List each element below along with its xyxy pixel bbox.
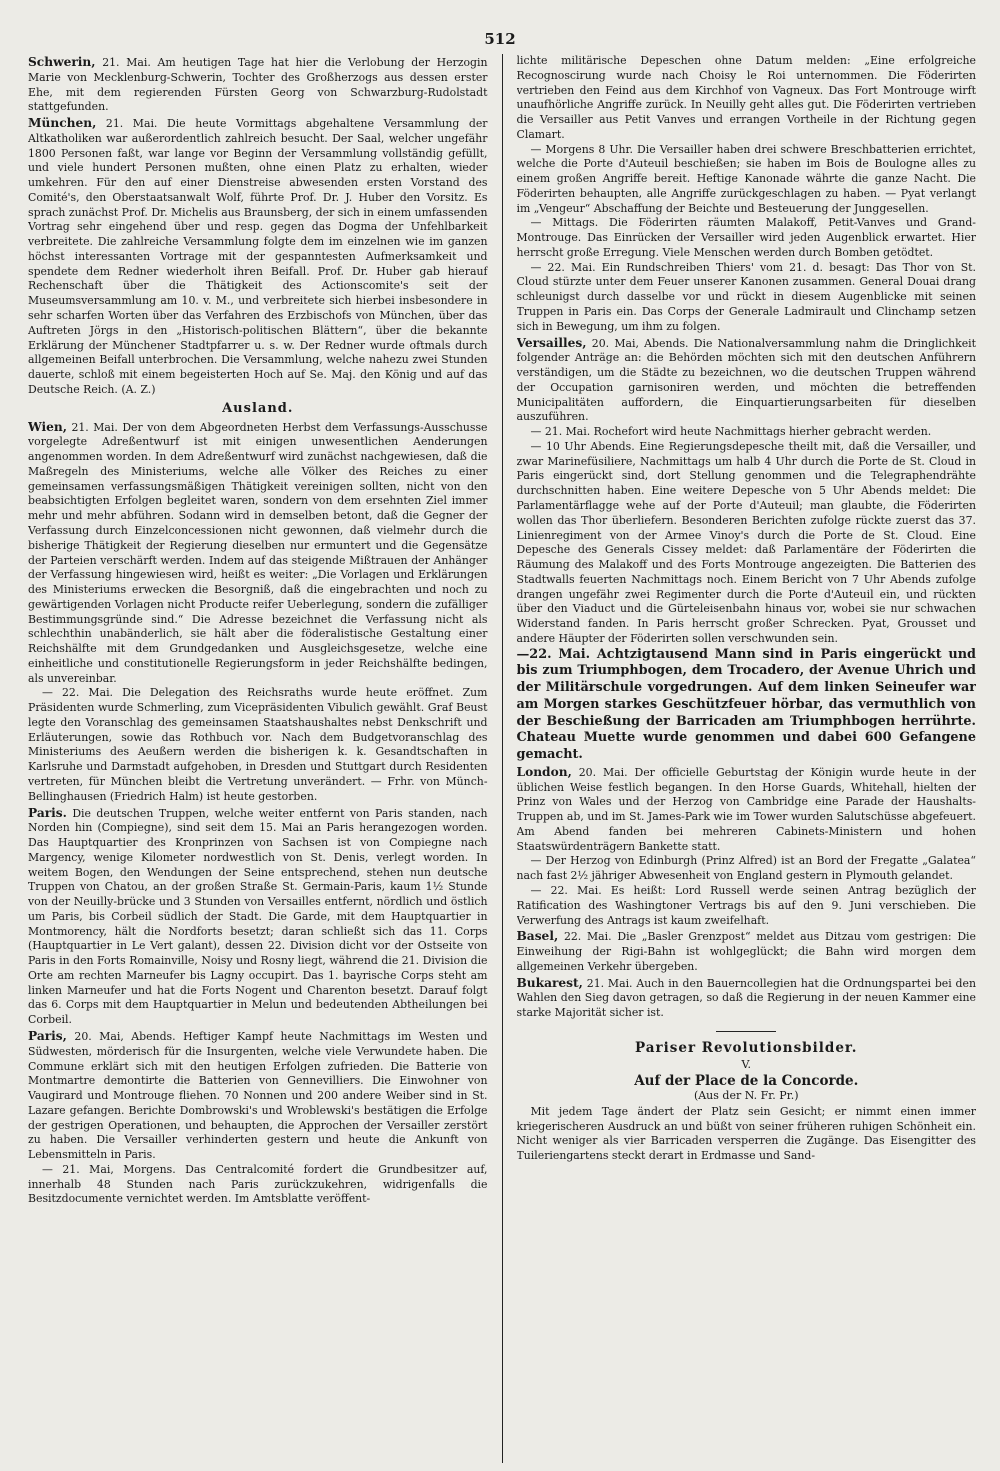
section-divider — [716, 1031, 776, 1032]
column-rule — [502, 54, 503, 1463]
article-text: — Morgens 8 Uhr. Die Versailler haben drei schwere Breschbatterien errichtet, welche die Porte d'Auteuil beschießen; sie haben im Bois de Boulogne alles zu einem großen Angriffe bereit. Heftige Kanonade währte die ganze Nacht. Die Föderirten behaupten, alle Angriffe zurückgeschlagen zu haben. — Pyat verlangt im „Vengeur“ Abschaffung der Beichte und Besteuerung der Junggesellen. — [516, 142, 976, 215]
section-heading-ausland: Ausland. — [222, 400, 294, 416]
article-basel — [517, 928, 977, 974]
right-column — [517, 54, 977, 1463]
article-text: — Mittags. Die Föderirten räumten Malakoff, Petit-Vanves und Grand-Montrouge. Das Einrücken der Versailler wird jeden Augenblick erwartet. Hier herrscht große Erregung. Viele Menschen werden durch Bomben getödtet. — [516, 216, 976, 259]
article-text: 21. Mai. Am heutigen Tage hat hier die Verlobung der Herzogin Marie von Mecklenburg-Schwerin, Tochter des Großherzogs aus dessen erster Ehe, mit dem regierenden Fürsten Georg von Schwarzburg-Rudolstadt stattgefunden. — [28, 56, 488, 114]
article-rochefort — [517, 425, 977, 440]
article-text: 20. Mai, Abends. Heftiger Kampf heute Nachmittags im Westen und Südwesten, mörderisch für die Insurgenten, welche viele Verwundete haben. Die Commune erklärt sich mit den heutigen Erfolgen zufrieden. Die Batterie von Montmartre demontirte die Batterien von Gennevilliers. Die Einwohner von Vaugirard und Montrouge fliehen. 70 Nonnen und 200 andere Weiber sind in St. Lazare gefangen. Berichte Dombrowski's und Wroblewski's bestätigen die Erfolge der gestrigen Operationen, und behaupten, die Approchen der Versailler zerstört zu haben. Die Versailler verhinderten gestern und heute die Ankunft von Lebensmitteln in Paris. — [28, 1030, 488, 1162]
article-schwerin — [28, 54, 488, 115]
columns — [28, 54, 976, 1463]
article-text: — 21. Mai, Morgens. Das Centralcomité fordert die Grundbesitzer auf, innerhalb 48 Stunden nach Paris zurückzukehren, widrigenfalls die Besitzdocumente vernichtet werden. Im Amtsblatte veröffent- — [28, 1162, 488, 1206]
article-paris-8am — [517, 143, 977, 217]
dateline: Schwerin, — [28, 55, 96, 69]
article-text: — 22. Mai. Ein Rundschreiben Thiers' vom 21. d. besagt: Das Thor von St. Cloud stürzte unter dem Feuer unserer Kanonen zusammen. General Douai drang schleunigst durch dasselbe vor und rückt in diesem Augenblicke mit seinen Truppen in Paris ein. Das Corps der Generale Ladmirault und Clinchamp setzen sich in Bewegung, um ihm zu folgen. — [516, 260, 976, 333]
dateline: London, — [516, 764, 572, 779]
article-text: 22. Mai. Die „Basler Grenzpost“ meldet aus Ditzau vom gestrigen: Die Einweihung der Rigi-Bahn ist wohlgeglückt; die Bahn wird morgen dem allgemeinen Verkehr übergeben. — [516, 930, 976, 973]
article-london — [517, 764, 977, 855]
article-wien — [28, 419, 488, 687]
article-paris-troops — [28, 805, 488, 1028]
bold-bulletin: —22. Mai. Achtzigtausend Mann sind in Paris eingerückt und bis zum Triumphbogen, dem Trocadero, der Avenue Uhrich und der Militärschule vorgedrungen. Auf dem linken Seineufer war am Morgen starkes Geschützfeuer hörbar, das vermuthlich von der Beschießung der Barricaden am Triumphbogen herrührte. Chateau Muette wurde genommen und dabei 600 Gefangene gemacht. — [516, 646, 976, 763]
article-paris-continued — [517, 54, 977, 143]
article-paris-noon — [517, 216, 977, 260]
left-column — [28, 54, 488, 1463]
article-russell — [517, 884, 977, 928]
dateline: Paris. — [28, 805, 67, 820]
article-versailles — [517, 335, 977, 426]
feuilleton-text: Mit jedem Tage ändert der Platz sein Gesicht; er nimmt einen immer kriegerischeren Ausdruck an und büßt von seiner früheren ruhigen Schönheit ein. Nicht weniger als vier Barricaden versperren die Zugänge. Das Eisengitter des Tuileriengartens steckt derart in Erdmasse und Sand- — [516, 1104, 976, 1163]
article-paris-morning — [28, 1163, 488, 1207]
article-text: 21. Mai. Die heute Vormittags abgehaltene Versammlung der Altkatholiken war außerordentlich zahlreich besucht. Der Saal, welcher ungefähr 1800 Personen faßt, war lange vor Beginn der Versammlung vollständig gefüllt, und viele hundert Personen mußten, ohne einen Platz zu erhalten, wieder umkehren. Für den auf einer Dienstreise abwesenden ersten Vorstand des Comité's, den Oberstaatsanwalt Wolf, führte Prof. Dr. J. Huber den Vorsitz. Es sprach zunächst Prof. Dr. Michelis aus Braunsberg, der sich in einem umfassenden Vortrag sehr eingehend über und resp. gegen das Dogma der Unfehlbarkeit verbreitete. Die zahlreiche Versammlung folgte dem im einzelnen wie im ganzen höchst interessanten Vortrage mit der gespanntesten Aufmerksamkeit und spendete dem Redner wiederholt ihren Beifall. Prof. Dr. Huber gab hierauf Rechenschaft über die Thätigkeit des Actionscomite's seit der Museumsversammlung am 10. v. M., und verbreitete sich hierbei insbesondere in sehr scharfen Worten über das Verfahren des Erzbischofs von München, über das Auftreten Jörgs in den „Historisch-politischen Blättern“, über die bekannte Erklärung der Münchener Stadtpfarrer u. s. w. Der Redner wurde oftmals durch allgemeinen Beifall unterbrochen. Die Versammlung, welche nahezu zwei Stunden dauerte, schloß mit einem begeisterten Hoch auf Se. Maj. den König und auf das Deutsche Reich. (A. Z.) — [28, 117, 488, 396]
dateline: Versailles, — [516, 335, 587, 350]
feuilleton-title: Auf der Place de la Concorde. — [634, 1072, 859, 1089]
article-text: 20. Mai, Abends. Die Nationalversammlung nahm die Dringlichkeit folgender Anträge an: die Behörden möchten sich mit den deutschen Anführern verständigen, um die Städte zu bezeichnen, wo die deutschen Truppen während der Occupation garnisoniren werden, und möchten die betreffenden Municipalitäten auffordern, die Einquartierungsarbeiten für dieselben auszuführen. — [516, 336, 976, 424]
dateline: Wien, — [28, 419, 67, 434]
article-bukarest — [517, 975, 977, 1021]
article-thiers-circular — [517, 261, 977, 335]
dateline: Bukarest, — [516, 975, 583, 990]
article-text: — 10 Uhr Abends. Eine Regierungsdepesche theilt mit, daß die Versailler, und zwar Marinefüsiliere, Nachmittags um halb 4 Uhr durch die Porte de St. Cloud in Paris eingerückt sind, dort Stellung genommen und die Telegraphendrähte durchschnitten haben. Eine weitere Depesche von 5 Uhr Abends meldet: Die Parlamentärflagge wehe auf der Porte d'Auteuil; man glaubte, die Föderirten wollen das Thor überliefern. Besonderen Berichten zufolge rückte zuerst das 37. Linienregiment von der Armee Vinoy's durch die Porte de St. Cloud. Eine Depesche des Generals Cissey meldet: daß Parlamentäre der Föderirten die Räumung des Malakoff und des Forts Montrouge angezeigten. Die Batterien des Stadtwalls feuerten Nachmittags noch. Einem Bericht von 7 Uhr Abends zufolge drangen ungefähr zwei Regimenter durch die Porte d'Auteuil ein, und rückten über den Viaduct und die Gürteleisenbahn hinaus vor, wobei sie nur schwachen Widerstand fanden. In Paris herrscht großer Schrecken. Pyat, Grousset und andere Häupter der Föderirten sollen verschwunden sein. — [516, 439, 976, 645]
article-text: 20. Mai. Der officielle Geburtstag der Königin wurde heute in der üblichen Weise festlich begangen. In den Horse Guards, Whitehall, hielten der Prinz von Wales und der Herzog von Cambridge eine Parade der Haushalts-Truppen ab, und im St. James-Park wie im Tower wurden Salutschüsse abgefeuert. Am Abend fanden bei mehreren Cabinets-Ministern und hohen Staatswürdenträgern Bankette statt. — [516, 765, 976, 853]
article-text: Die deutschen Truppen, welche weiter entfernt von Paris standen, nach Norden hin (Compiegne), sind seit dem 15. Mai an Paris herangezogen worden. Das Hauptquartier des Kronprinzen von Sachsen ist von Compiegne nach Margency, wenige Kilometer nordwestlich von St. Denis, verlegt worden. In weitem Bogen, den Wendungen der Seine entsprechend, stehen nun deutsche Truppen von Chatou, an der großen Straße St. Germain-Paris, kaum 1½ Stunde von der Neuilly-brücke und 3 Stunden von Versailles entfernt, nördlich und östlich um Paris, bis Corbeil südlich der Stadt. Die Garde, mit dem Hauptquartier in Montmorency, hält die Nordforts besetzt; daran schließt sich das 11. Corps (Hauptquartier in Le Vert galant), dessen 22. Division dicht vor der Ostseite von Paris in den Forts Romainville, Noisy und Rosny liegt, während die 21. Division die Orte am rechten Marneufer bis Lagny occupirt. Das 1. bayrische Corps steht am linken Marneufer und hat die Forts Nogent und Charenton besetzt. Darauf folgt das 6. Corps mit dem Hauptquartier in Melun und bedeutenden Abtheilungen bei Corbeil. — [28, 806, 488, 1027]
feuilleton-series-title: Pariser Revolutionsbilder. — [635, 1039, 858, 1056]
article-text: — Der Herzog von Edinburgh (Prinz Alfred) ist an Bord der Fregatte „Galatea“ nach fast 2½ jähriger Abwesenheit von England gestern in Plymouth gelandet. — [516, 854, 976, 883]
feuilleton-number: V. — [741, 1057, 752, 1071]
article-text: — 22. Mai. Die Delegation des Reichsraths wurde heute eröffnet. Zum Präsidenten wurde Schmerling, zum Vicepräsidenten Vibulich gewählt. Graf Beust legte den Voranschlag des gemeinsamen Staatshaushaltes nebst Denkschrift und Erläuterungen, sowie das Rothbuch vor. Nach dem Budgetvoranschlag des Ministeriums des Aeußern werden die bisherigen k. k. Gesandtschaften in Karlsruhe und Darmstadt aufgehoben, in Dresden und Stuttgart durch Residenten vertreten, für München bleibt die Vertretung unverändert. — Frhr. von Münch-Bellinghausen (Friedrich Halm) ist heute gestorben. — [28, 686, 488, 803]
article-text: 21. Mai. Auch in den Bauerncollegien hat die Ordnungspartei bei den Wahlen den Sieg davon getragen, so daß die Regierung in der neuen Kammer eine starke Majorität sicher ist. — [516, 976, 976, 1020]
article-text: lichte militärische Depeschen ohne Datum melden: „Eine erfolgreiche Recognoscirung wurde nach Choisy le Roi unternommen. Die Föderirten vertrieben den Feind aus dem Kirchhof von Vagneux. Das Fort Montrouge wirft unaufhörliche Angriffe zurück. In Neuilly geht alles gut. Die Föderirten vertrieben die Versailler aus Petit Vanves und errangen Vortheile in der Richtung gegen Clamart. — [516, 54, 976, 141]
article-text: — 22. Mai. Es heißt: Lord Russell werde seinen Antrag bezüglich der Ratification des Washingtoner Vertrags bis auf den 9. Juni verschieben. Die Verwerfung des Antrags ist kaum zweifelhaft. — [516, 884, 976, 927]
dateline: Basel, — [516, 929, 559, 944]
feuilleton-source: (Aus der N. Fr. Pr.) — [693, 1088, 799, 1102]
article-text: 21. Mai. Der von dem Abgeordneten Herbst dem Verfassungs-Ausschusse vorgelegte Adreßentwurf ist mit einigen unwesentlichen Aenderungen angenommen worden. In dem Adreßentwurf wird zunächst nachgewiesen, daß die Maßregeln des Ministeriums, welche alle Völker des Reiches zu einer gemeinsamen verfassungsmäßigen Thätigkeit vereinigen sollten, nicht von den beabsichtigten Erfolgen begleitet waren, sondern von dem ersehnten Ziel immer mehr und mehr abführen. Sodann wird in demselben betont, daß die Gegner der Verfassung durch Einzelconcessionen nicht gewonnen, daß vielmehr durch die bisherige Thätigkeit der Regierung dieselben nur ermuntert und die Gegensätze der Parteien verschärft werden. Indem auf das steigende Mißtrauen der Anhänger der Verfassung hingewiesen wird, heißt es weiter: „Die Vorlagen und Erklärungen des Ministeriums erwecken die Besorgniß, daß die eingebrachten und noch zu gewärtigenden Vorlagen nicht Producte reifer Ueberlegung, sondern die zufälliger Bestimmungsgründe sind.“ Die Adresse bezeichnet die Verfassung nicht als schlechthin unabänderlich, sie hält aber die föderalistische Gestaltung einer Reichshälfte mit dem Grundgedanken und Ausgleichsgesetze, welche eine einheitliche und constitutionelle Regierungsform in jeder Reichshälfte bedingen, als unvereinbar. — [28, 420, 488, 685]
article-wien-delegation — [28, 686, 488, 804]
dateline: Paris, — [28, 1029, 67, 1043]
article-10pm-dispatch — [517, 440, 977, 647]
dateline: München, — [28, 116, 97, 131]
page-number: 512 — [484, 30, 516, 48]
article-edinburgh — [517, 854, 977, 884]
article-paris-evening — [28, 1028, 488, 1163]
article-muenchen — [28, 115, 488, 398]
article-text: — 21. Mai. Rochefort wird heute Nachmittags hierher gebracht werden. — [530, 425, 932, 439]
